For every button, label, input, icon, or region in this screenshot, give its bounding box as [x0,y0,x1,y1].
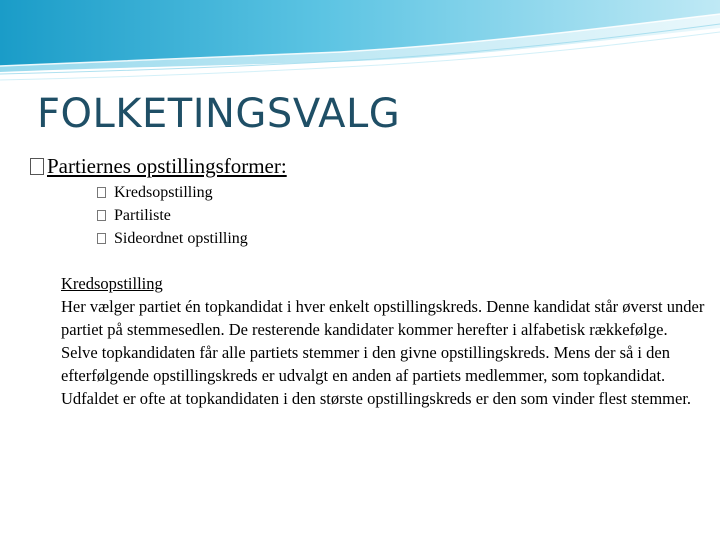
paragraph: Her vælger partiet én topkandidat i hver enkelt opstillingskreds. Denne kandidat står øverst under partiet på stemmesedlen. De resterende kandidater kommer herefter i alfabetisk rækkefølge. [61,297,705,339]
bullet-box-icon [97,187,106,198]
list-item [97,181,248,204]
list-item [97,227,248,250]
body-text [61,272,711,410]
bullet-list [97,181,248,250]
bullet-box-icon [97,233,106,244]
paragraph: Udfaldet er ofte at topkandidaten i den største opstillingskreds er den som vinder flest stemmer. [61,389,692,408]
section-title: Kredsopstilling [61,274,163,293]
heading-text: Partiernes opstillingsformer: [47,154,287,178]
paragraph: Selve topkandidaten får alle partiets stemmer i den givne opstillingskreds. Mens der så i den efterfølgende opstillingskreds er udvalgt en anden af partiets medlemmer, som topkandidat. [61,343,670,385]
list-item-label: Sideordnet opstilling [114,230,248,247]
list-item-label: Kredsopstilling [114,184,213,201]
header-wave-decoration [0,0,720,90]
heading-bullet [30,153,287,179]
slide-title: FOLKETINGSVALG [37,91,401,137]
bullet-box-icon [30,158,44,175]
bullet-box-icon [97,210,106,221]
list-item [97,204,248,227]
list-item-label: Partiliste [114,207,171,224]
